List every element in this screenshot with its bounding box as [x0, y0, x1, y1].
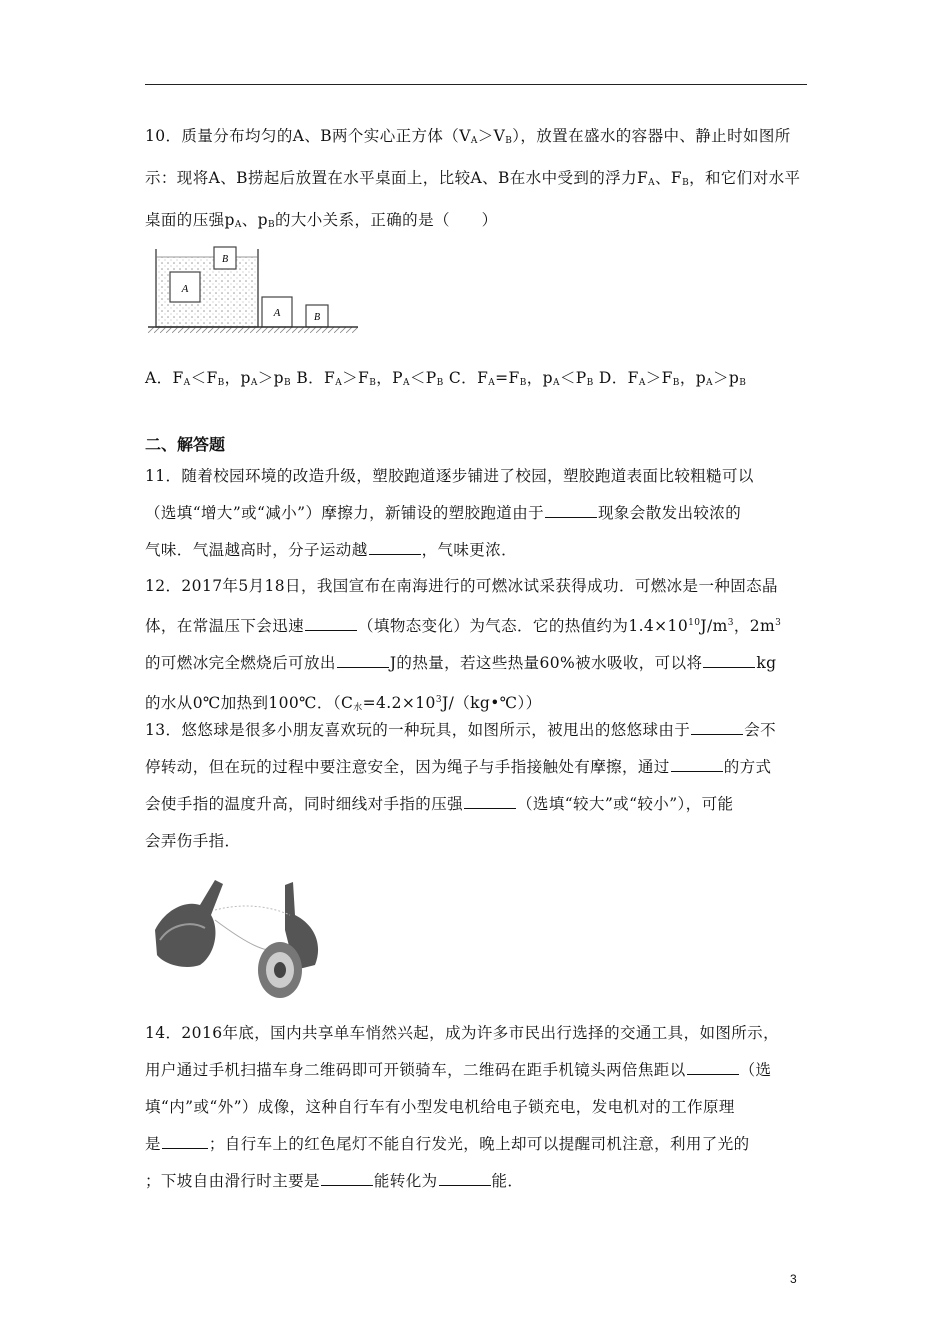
question-14: 14．2016年底，国内共享单车悄然兴起，成为许多市民出行选择的交通工具，如图所示， 用户通过手机扫描车身二维码即可开锁骑车，二维码在距手机镜头两倍焦距以 （选 填“内”或“外”）成像，这种自行车有小型发电机给电子锁充电，发电机对的工作原理 是 ；自行车上的红色尾灯不能自行发光，晚上却可以提醒司机注意，利用了光的 ；下坡自由滑行时主要是 能转化为 能．: [145, 1024, 779, 1190]
options-line: A．$F_A<F_B$，$p_A>p_B$ B．$F_A>F_B$，$P_A<P_B$ C．$F_A=F_B$，$p_A<P_B$ D．$F_A>F_B$，$p_A>p_B$: [145, 369, 747, 388]
question-13: 13．悠悠球是很多小朋友喜欢玩的一种玩具，如图所示，被甩出的悠悠球由于 会不 停转动，但在玩的过程中要注意安全，因为绳子与手指接触处有摩擦，通过 的方式 会使手指的温度升高，同时细线对手指的压强 （选填“较大”或“较小”），可能 会弄伤手指．: [145, 721, 777, 850]
page-number: 3: [790, 1272, 797, 1286]
header-rule: [145, 84, 807, 85]
cube-b-label: B: [221, 254, 229, 265]
cube-a-label: A: [181, 283, 189, 295]
question-10: 10．质量分布均匀的A、B两个实心正方体$(V_A>V_B)$，放置在盛水的容器中、静止时如图所 示：现将A、B捞起后放置在水平桌面上，比较A、B在水中受到的浮力$F_A$、$F_B$，和它们对水平 桌面的压强$p_A$、$p_B$的大小关系，正确的是（ ）: [145, 127, 801, 230]
question-12: 12．2017年5月18日，我国宣布在南海进行的可燃冰试采获得成功．可燃冰是一种固态晶 体，在常温压下会迅速 （填物态变化）为气态．它的热值约为$1.4\times 10^{10}J/m^3$，$2m^3$ 的可燃冰完全燃烧后可放出 J的热量，若这些热量60%被水吸收，可以将 kg 的水从0℃加热到100℃．$(C_水=4.2\times 10^3J/(kg•℃))$: [145, 577, 782, 714]
yoyo-hand-figure: [145, 870, 330, 1005]
cube-buoyancy-figure: [148, 237, 364, 347]
cube-b-table-label: B: [313, 312, 321, 323]
cube-a-table-label: A: [273, 307, 281, 319]
question-11: 11．随着校园环境的改造升级，塑胶跑道逐步铺进了校园，塑胶跑道表面比较粗糙可以 （选填“增大”或“减小”）摩擦力，新铺设的塑胶跑道由于 现象会散发出较浓的 气味．气温越高时，分子运动越 ，气味更浓．: [145, 467, 754, 559]
section-heading: 二、解答题: [145, 435, 226, 454]
question-10-options: [145, 360, 810, 402]
